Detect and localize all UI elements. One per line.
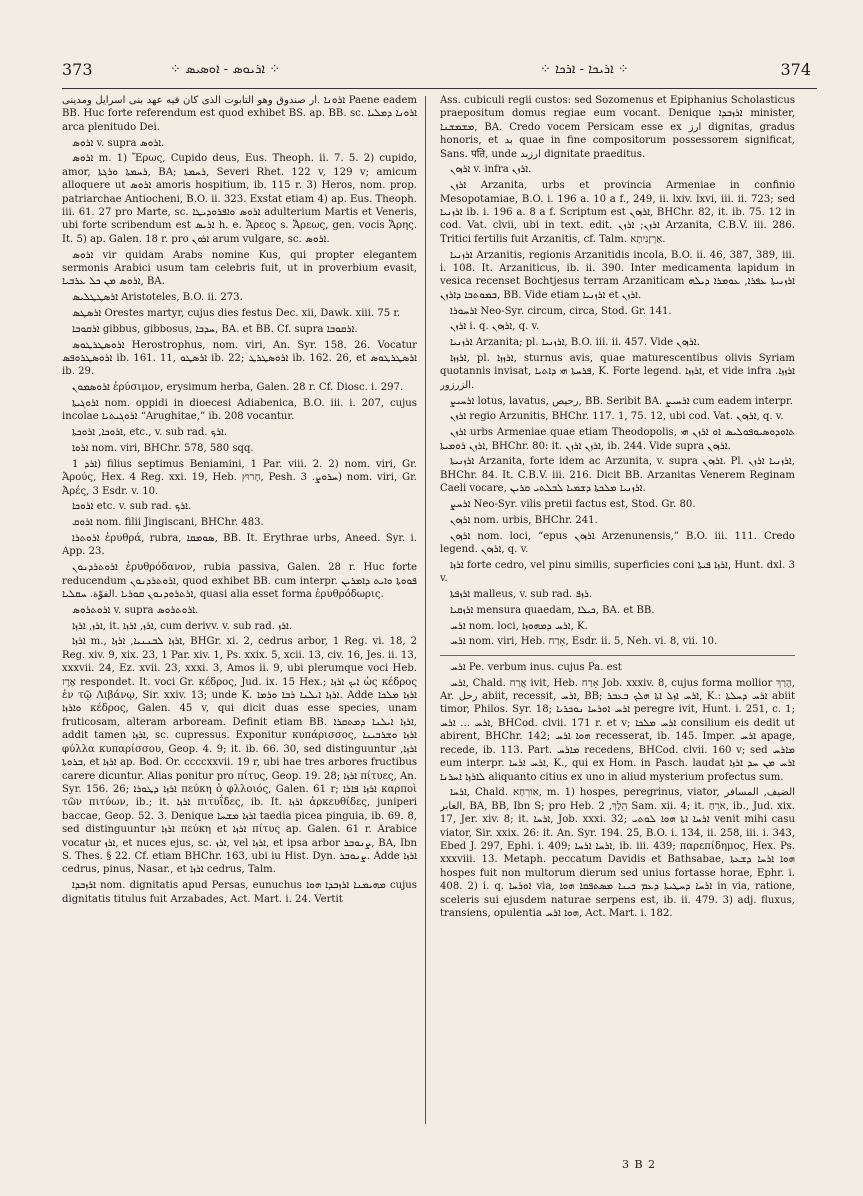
dictionary-entry: ܐܪܙܐ m., ܐܪܙܐ ܠܒܢܢܝܐ, ܐܪܙܐ, BHGr. xi. 2, cedrus arbor, 1 Reg. vi. 18, 2 Reg. xiv. 9, xix. 23, 1 Par. xiv. 1, Ps. xxix. 5, xcii. 13, civ. 16, Jes. ii. 13, xxxvii. 24, Ez. xvii. 23, xxxi. 3, Amos ii. 9, ubi plerumque voci Heb. אֶרֶז respondet. It. voci Gr. κέδρος, Jud. ix. 15 Hex.; ܐܝܟ ܐܪܙܐ ὡς κέδρος ἐν τῷ Λιβάνῳ, Sir. xxiv. 13; unde K. ܐܪܙܐ ܐܝܠܢܐ ܪܒܐ ܘܪܡܐ. Adde ܐܪܙܐ ܡܠܟܐ ܘܐܪܙܐ κέδρος, Galen. 45 v, qui dicit duas esse species, unam fruticosam, alteram arboream. Definit etiam BB. ܐܪܙܐ ܐܝܠܢܐ ܕܡܬܩܪܐ, addit tamen ܐܪܙܐ, sc. cupressus. Exponitur κυπάρισσος, ܐܪܙܐ ܘܫܪܒܝܢܐ φύλλα κυπαρίσσου, Geop. 4. 9; it. ib. 66. 30, sed distinguuntur ܐܪܙܐ, ܒܪܘܬܐ, et ܐܪܙܐ ap. Bod. Or. ccccxxvii. 19 r, ubi hae tres arbores fructibus carere dicuntur. Alias ponitur pro πίτυς, Geop. 19. 28; ܐܪܙܐ πίτυες, An. Syr. 156. 26; ܐܪܙܐ ܕܛܘܪܐ πεύκη ὁ φλλοιός, Galen. 61 r; ܐܪܙܐ ܦܐܪܐ καρποὶ τῶν πιτύων, ib.; it. ܐܪܙܐ πιτυΐδες, ib. It. ܐܪܙܐ ἀρκευθίδες, juniperi baccae, Geop. 52. 3. Denique ܐܪܙܐ ܡܫܚܐ taedia picea pinguia, ib. 69. 8, sed distinguuntur ܐܪܙܐ πεύκη et ܐܪܙܐ πίτυς ap. Galen. 61 r. Arabice vocatur ܐܪܙ, et nuces ejus, sc. ܐܪܙ, vel ܐܪܙܐ, et ipsa arbor ܨܢܘܒܪ, BA, Ibn S. Thes. § 22. Cf. etiam BHChr. 163, ubi iu Hist. Dyn. ܨܢܘܒܪ. Adde ܐܪܙܐ cedrus, pinus, Nasar., et ܐܪܙܐ cedrus, Talm. [62,636,417,876]
dictionary-entry: ܐܪܘܢܐ .ار صندوق وهو التابوت الذى كان فيه عهد بنى اسرايل ومدينى Paene eadem BB. Huc forte referendum est quod exhibet BS. ap. BB. sc. ܐܪܘܢܐ ܕܡܠܝܐ arca plenitudo Dei. [62,95,417,133]
dictionary-entry: ܐܪܙܢ regio Arzunitis, BHChr. 117. 1, 75. 12, ubi cod. Vat. ܐܪܙܘܢ, q. v. [450,411,784,423]
dictionary-entry: ܐܪܘܐ nom. viri, BHChr. 578, 580 sqq. [72,443,254,455]
dictionary-entry: ܐܪܙܘܢ nom. loci, “epus ܐܪܙܘܢ Arzenunensis,” B.O. iii. 111. Credo legend. ܐܪܙܘܢ, q. v. [440,530,795,556]
dictionary-entry: ܐܪܙܦܬܐ malleus, v. sub rad. ܪܙܦ. [450,589,593,601]
page-number-left: 373 [62,60,93,79]
dictionary-entry: ܐܪܙܘܢ nom. urbis, BHChr. 241. [450,514,598,526]
dictionary-entry: ܐܪܩܘܒܐ gibbus, gibbosus, ܚܕܒܐ, BA. et BB. Cf. supra ܐܪܩܘܒܐ. [72,323,358,335]
dictionary-entry: ܐܪܘܩ nom. filii Jingiscani, BHChr. 483. [72,517,264,529]
running-title-right: ⁘ ܐܪܝܟܐ - ܐܪܟܐ ⁘ [540,62,629,77]
dictionary-entry: ܐܪܚ nom. loci, ܐܪܚ ܕܡܗܘܙܐ, K. [450,620,588,632]
dictionary-entry: ܐܪܘܬܪܘܣ v. supra ܐܪܘܬܪܘܣ. [72,604,199,616]
dictionary-entry: ܐܪܚ Pe. verbum inus. cujus Pa. est [440,655,795,674]
dictionary-entry: ܐܪܙܢ i. q. ܐܪܙܘܢ, q. v. [450,321,540,333]
left-column [62,94,417,1134]
dictionary-entry: ܐܪܘܟܐ, ܐܪܘܟܬܐ, etc., v. sub rad. ܐܪܟ. [72,427,228,439]
dictionary-entry: ܐܪܙܢܝܐ Arzanita; pl. ܐܪܙܢܝܐ, B.O. iii. ii. 457. Vide ܐܪܙܘܢ. [450,337,700,349]
dictionary-entry: ܐܪܙ, ܐܪܙܐ, it. ܐܪܙ, ܐܪܙܐ, cum derivv. v. sub rad. ܐܪܙ. [72,620,293,632]
dictionary-entry: ܐܪܘܬܪܐ ἐρυθρά, rubra, ܣܘܡܩܐ, BB. It. Erythrae urbs, Aneed. Syr. i. App. 23. [62,533,417,558]
dictionary-entry: ܐܪܘܣܡܘܢ ἐρύσιμον, erysimum herba, Galen. 28 r. Cf. Diosc. i. 297. [72,382,404,394]
dictionary-entry: ܐܪܙܘܢ v. infra ܐܪܙܢ. [450,164,532,176]
dictionary-entry: ܐܪܙܢ Arzanita, urbs et provincia Armeniae in confinio Mesopotamiae, B.O. i. 196 a. 10 a f., 249, ii. lxiv. lxvi, iii. ii. 723; sed ܐܪܙܢܝܐ ib. i. 196 a. 8 a f. Scriptum est ܐܪܙܘܢ, BHChr. 82, it. ib. 75. 12 in cod. Vat. clvii, ubi in text. edit. ܐܪܙܢ; ܐܪܙܢ Arzanita, C.B.V. iii. 286. Tritici fertilis fuit Arzanitis, cf. Talm. אַרְזָנִיתָא. [440,180,795,245]
dictionary-entry: ܐܪܘܬܪܕܢܘܢ ἐρυθρόδανον, rubia passiva, Galen. 28 r. Huc forte reducendum ܐܪܘܬܪܕܢܘܢ, quod exhibet BB. cum interpr. ܦܘܘܬܐ ܘܐܝܬ ܕܐܡܪܝܢ ܐܪܬܪܘܕܢܘܢ ܩܘܪܝܐ .الفوّة. ܚܩܠܝܐ, quasi alia esset forma ἐρυθρόδωρις. [62,562,417,601]
dictionary-entry: ܐܪܙܢܝܬܐ Arzanita, forte idem ac Arzunita, v. supra ܐܪܙܘܢ. Pl. ܐܪܙܢܝܐ ܐܪܙܢ, BHChr. 84. It. C.B.V. iii. 216. Dicit BB. Arzanitas Venerem Reginam Caeli vocare, ܐܪܙܢܝܐ ܡܠܟܬܐ ܕܫܡܝܐ ܠܒܠܬܝ ܩܪܝܢ. [440,456,795,495]
signature-mark: 3 B 2 [622,1158,657,1171]
dictionary-entry: ܐܪܚܨ Neo-Syr. vilis pretii factus est, Stod. Gr. 80. [450,499,696,511]
dictionary-entry: ܐܪܘܣ m. 1) Ἔρως, Cupido deus, Eus. Theoph. ii. 7. 5. 2) cupido, amor, ܪܚܡܬܐ ܘܪܓܬܐ, BA; ܪܚܡܬܐ, Severi Rhet. 122 v, 129 v; amicum alloquere ut ܐܪܘܣ amoris hospitium, ib. 115 r. 3) Heros, nom. prop. patriarchae Antiocheni, B.O. ii. 323. Exstat etiam 4) ap. Eus. Theoph. iii. 61. 27 pro Marte, sc. ܐܪܘܣ ܘܐܦܪܘܕܝܛܐ adulterium Martis et Veneris, ubi forte scribendum est ܐܪܝܣ h. e. Ἄρεος s. Ἄρεως, gen. vocis Ἄρης. It. 5) ap. Galen. 18 r. pro ܐܪܘܢ arum vulgare, sc. ܐܪܘܣ. [62,153,417,245]
dictionary-entry: ܐܪܘܣܛܪܛܘܣ Herostrophus, nom. viri, An. Syr. 158. 26. Vocatur ܐܪܘܣܛܪܘܦܣ ib. 161. 11, ܐܪܣܛܘ ib. 22; ܐܪܘܣܛܪܛ ib. 162. 26, et ܐܪܣܛܪܛܘܣ ib. 29. [62,339,417,378]
dictionary-entry: Ass. cubiculi regii custos: sed Sozomenus et Epiphanius Scholasticus praepositum domus regiae eum vocant. Denique ܐܪܙܒܕܐ minister, ܡܫܡܫܢܐ, BA. Credo vocem Persicam esse ex ارز dignitas, gradus honoris, et بد quae in fine compositorum possessorem significat, Sans. पति, unde ارزبد dignitate praeditus. [440,95,795,160]
dictionary-entry: ܐܪܙܢ urbs Armeniae quae etiam Theodopolis, ܬܐܘܕܘܣܝܘܦܘܠܝܣ ܐܘ ܐܪܙܢ ܗܝ ܐܪܙܢ ܪܘܡܝܬܐ, BHChr. 80: it. ܐܪܙܢ ܐܪܙܢ, ib. 244. Vide supra ܐܪܙܘܢ. [440,427,795,452]
running-title-left: ⁘ ܐܪܝܘܣ - ܐܘܣܝܣ ⁘ [170,62,281,77]
dictionary-entry: ܐܪܙܐ forte cedro, vel pinu similis, superficies coni ܐܪܙܐ ܦܝܬܐ, Hunt. dxl. 3 v. [440,559,795,585]
dictionary-entry: ܐܪܘܣ vir quidam Arabs nomine Kus, qui propter elegantem sermonis Arabici usum tam celebris fuit, ut in proverbium evasit, ܐܪܘܣ ܡܢ ܟܠ ܥܪܒܝܐ, BA. [62,249,417,288]
column-divider [425,96,426,1124]
dictionary-entry: ܐܪܚ, Chald. אֲרַח ivit, Heb. אָרַח Job. xxxiv. 8, cujus forma mollior הָרַךְ, Ar. رحل abiit, recessit, ܐܪܚ, BB; ܐܪܚ ܐܙܠ ܐܬܐ ܗܠܟ ܒܥܒܪ, K.: ܐܪܚ ܕܚܠܬܐ abiit timor, Philos. Syr. 18; ܐܪܚ ܐܘܪܚܐ ܢܘܟܪܝܐ peregre ivit, Hunt. i. 251, c. 1; ܐܪܚ ... ܐܪܚ, BHCod. clvii. 171 r. et v; ܐܪܚ ܡܠܟܐ consilium eis dedit ut abirent, BHChr. 142; ܗܘܐ ܐܪܚ recesserat, ib. 145. Imper. ܐܪܚ apage, recede, ib. 113. Part. ܡܐܪܚ recedens, BHCod. clvii. 160 v; sed ܡܐܪܚ eum interpr. ܐܪܚ ܐܪܚܐ, K., qui ex Hom. in Pasch. laudat ܐܪܚ ܡܢ ܚܕ ܐܪܙܐ ܠܐܪܙܐ ܐܚܪܢܐ aliquanto citius ex uno in aliud mysterium profectus sum. [440,677,795,783]
header-rule [62,88,817,89]
page-number-right: 374 [780,60,811,79]
dictionary-entry: ܐܪܕ 1) filius septimus Beniamini, 1 Par. viii. 2. 2) nom. viri, Gr. Ἀρούς, Hex. 4 Reg. xxi. 19, Heb. חָרוּץ, Pesh. ܚܪܘܨ. 3) nom. viri, Gr. Ἀρές, 3 Esdr. v. 10. [62,458,417,497]
dictionary-entry: ܐܪܣܛܣ Orestes martyr, cujus dies festus Dec. xii, Dawk. xiii. 75 r. [72,308,401,320]
dictionary-entry: ܐܪܘܣ v. supra ܐܪܘܣ. [72,137,165,149]
dictionary-entry: ܐܪܚܘܪܐ Neo-Syr. circum, circa, Stod. Gr. 141. [450,305,672,317]
dictionary-entry: ܐܪܙܩܝܐ mensura quaedam, ܟܝܠܐ, BA. et BB. [450,604,655,616]
dictionary-entry: ܐܪܘܟܐ etc. v. sub rad. ܐܪܟ. [72,501,192,513]
dictionary-entry: ܐܪܙܢܝܐ Arzanitis, regionis Arzanitidis incola, B.O. ii. 46, 387, 389, iii. i. 108. It. Arzaniticus, ib. ii. 390. Inter medicamenta lapidum in vesica recenset Bochtjesus terram Arzaniticam ܐܪܙܢܝܬܐ ܥܦܪܐ, ܥܘܡܪܐ ܕܝܠܗ ܒܡܘܬܒܐ ܕܐܪܙܢ, BB. Vide etiam ܐܪܙܢܝܐ et ܐܪܙܢ. [440,249,795,301]
right-column [440,94,795,1134]
dictionary-entry: ܐܪܚ nom. viri, Heb. אָרַח, Esdr. ii. 5, Neh. vi. 8, vii. 10. [450,636,718,648]
dictionary-entry: ܐܪܚܐ, Chald. אוֹרְחָא, m. 1) hospes, peregrinus, viator, الضيف, المسافر العابر, BA, BB, Ibn S; pro Heb. הֵלֶךְ, 2 Sam. xii. 4; it. אֹרֵחַ, ib., Jud. xix. 17, Jer. xiv. 8; it. ܐܪܚܐ, Job. xxxi. 32; ܐܪܚܐ ܐܬܐ ܗܘܐ ܠܘܬܝ venit mihi casu viator, Sir. xxix. 26: it. An. Syr. 194. 25, B.O. i. 134, ii. 258, iii. i. 343, Ebed J. 297, Ephi. i. 409; ܐܪܚܐ ܐܪܚܐ, ib. iii. 439; παρεπίδημος, Hex. Ps. xxxviii. 13. Metaph. peccatum Davidis et Bathsabae, ܗܘܐ ܐܪܚܐ ܕܫܥܬܐ hospes fuit non multorum dierum sed unius fortasse horae, Ephr. i. 408. 2) i. q. ܐܘܪܚܐ via, ܐܪܚܐ ܕܚܛܝܬܐ ܕܥܡ ܟܝܢܐ ܡܣܬܦܩܐ ܗܘܐ in via, ratione, sceleris sui ejusdem naturae serpens est, ib. ii. 479. 3) adj. fluxus, transiens, opulentia ܗܘܐ ܐܪܚ, Act. Mart. i. 182. [440,787,795,919]
dictionary-entry: ܐܪܘܓܝܬܐ nom. oppidi in dioecesi Adiabenica, B.O. iii. i. 207, cujus incolae ܐܪܘܓܝܬܝܐ “Arughitae,” ib. 208 vocantur. [62,398,417,423]
dictionary-entry: ܐܪܙܙܐ, pl. ܐܪܙܙܐ, sturnus avis, quae maturescentibus olivis Syriam quotannis invisat, ܦܪܚܬܐ ܗܝ ܕܐܬܝܐ, K. Forte legend. ܐܪܙܙܐ, et vide infra ܐܪܙܙܐ. .الزرزور [440,353,795,391]
dictionary-entry: ܐܪܚܝܨ lotus, lavatus, رحيص, BB. Seribit BA. ܐܪܚܝܨ cum eadem interpr. [450,395,793,407]
dictionary-entry: ܐܪܣܛܛܠܝܣ Aristoteles, B.O. ii. 273. [72,292,243,304]
dictionary-entry: ܐܪܙܒܕܐ nom. dignitatis apud Persas, eunuchus ܡܗܝܡܢܐ ܐܪܙܒܕܐ ܗܘܐ cujus dignitatis titulus fuit Arzabades, Act. Mart. i. 24. Vertit [62,880,417,905]
page-header [0,60,863,84]
